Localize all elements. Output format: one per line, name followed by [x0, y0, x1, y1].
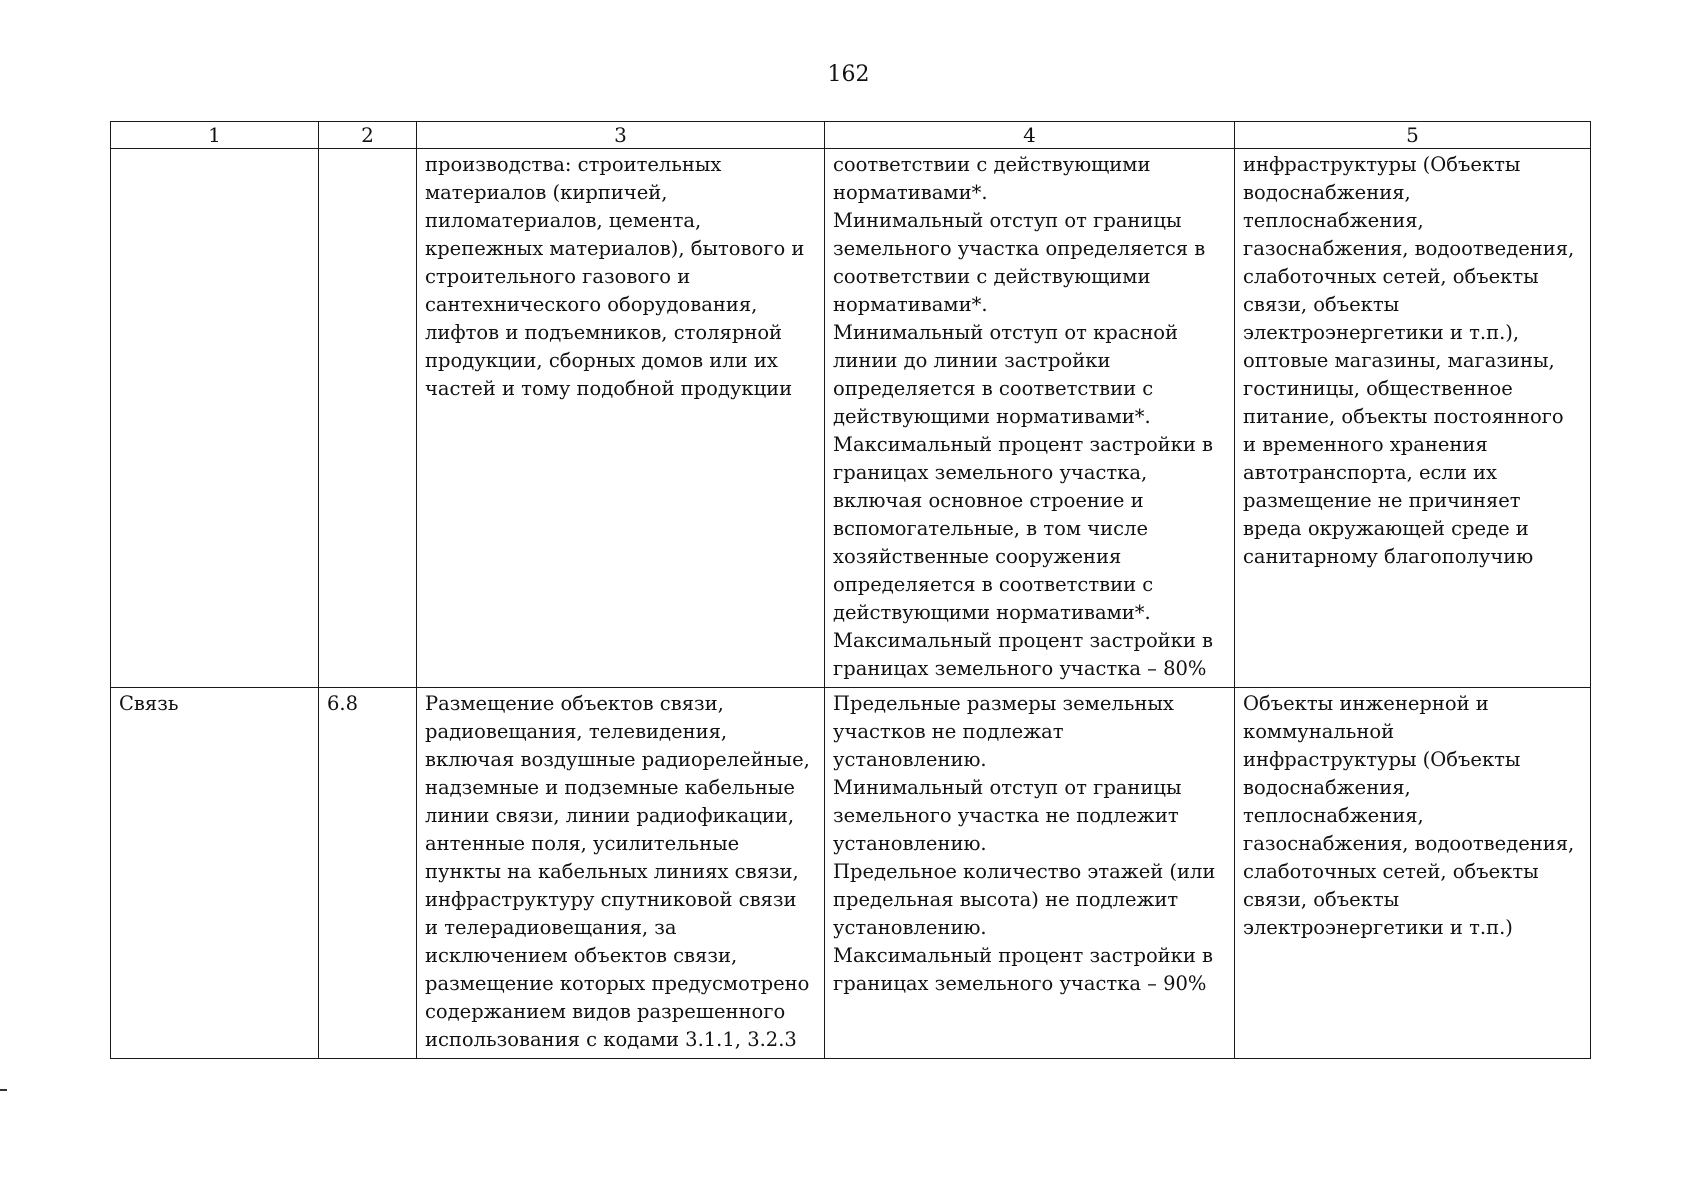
cell-text-line: электроэнергетики и т.п.),	[1243, 321, 1520, 344]
cell-text-line: оптовые магазины, магазины,	[1243, 349, 1555, 372]
zoning-table	[110, 121, 1591, 1059]
cell-text-line: пиломатериалов, цемента,	[425, 209, 702, 232]
cell-text-line: лифтов и подъемников, столярной	[425, 321, 783, 344]
cell-text-line: водоснабжения,	[1243, 181, 1411, 204]
column-header-2: 2	[319, 122, 417, 149]
cell-text-line: гостиницы, общественное	[1243, 377, 1513, 400]
cell-text-line: инфраструктуры (Объекты	[1243, 748, 1521, 771]
table-cell-col-2	[319, 688, 417, 1059]
cell-text-line: соответствии с действующими	[833, 265, 1151, 288]
cell-text-line: границах земельного участка – 90%	[833, 972, 1207, 995]
cell-text-line: коммунальной	[1243, 720, 1395, 743]
table-row	[111, 149, 1591, 688]
cell-text-line: границах земельного участка – 80%	[833, 657, 1207, 680]
cell-text-line: установлению.	[833, 916, 987, 939]
cell-text-line: продукции, сборных домов или их	[425, 349, 778, 372]
cell-text-line: антенные поля, усилительные	[425, 832, 740, 855]
cell-text-line: размещение не причиняет	[1243, 489, 1521, 512]
table-cell-col-2	[319, 149, 417, 688]
cell-text-line: частей и тому подобной продукции	[425, 377, 793, 400]
cell-text-line: установлению.	[833, 832, 987, 855]
cell-text-line: определяется в соответствии с	[833, 573, 1154, 596]
cell-text-line: сантехнического оборудования,	[425, 293, 758, 316]
cell-text-line: связи, объекты	[1243, 293, 1400, 316]
cell-text-line: границах земельного участка,	[833, 461, 1148, 484]
cell-text-line: Минимальный отступ от красной	[833, 321, 1179, 344]
cell-text-line: участков не подлежат	[833, 720, 1064, 743]
cell-text-line: и временного хранения	[1243, 433, 1488, 456]
cell-text-line: действующими нормативами*.	[833, 405, 1151, 428]
cell-text-line: Предельные размеры земельных	[833, 692, 1174, 715]
table-header-row	[111, 122, 1591, 149]
cell-text-line: вспомогательные, в том числе	[833, 517, 1148, 540]
column-header-1: 1	[111, 122, 319, 149]
cell-text-line: строительного газового и	[425, 265, 691, 288]
cell-text-line: Объекты инженерной и	[1243, 692, 1489, 715]
table-cell-col-5	[1235, 688, 1591, 1059]
cell-text-line: санитарному благополучию	[1243, 545, 1534, 568]
cell-text-line: земельного участка определяется в	[833, 237, 1206, 260]
cell-text-line: вреда окружающей среде и	[1243, 517, 1529, 540]
page-number: 162	[827, 62, 870, 87]
cell-text-line: действующими нормативами*.	[833, 601, 1151, 624]
cell-text-line: питание, объекты постоянного	[1243, 405, 1564, 428]
cell-text-line: электроэнергетики и т.п.)	[1243, 916, 1513, 939]
table-cell-col-1	[111, 149, 319, 688]
cell-text-line: линии до линии застройки	[833, 349, 1111, 372]
cell-text-line: водоснабжения,	[1243, 776, 1411, 799]
table-row	[111, 688, 1591, 1059]
cell-text: 6.8	[327, 692, 359, 715]
cell-text-line: слаботочных сетей, объекты	[1243, 860, 1539, 883]
cell-text-line: включая воздушные радиорелейные,	[425, 748, 810, 771]
cell-text-line: газоснабжения, водоотведения,	[1243, 832, 1575, 855]
cell-text-line: включая основное строение и	[833, 489, 1144, 512]
cell-text-line: соответствии с действующими	[833, 153, 1151, 176]
cell-text-line: предельная высота) не подлежит	[833, 888, 1179, 911]
cell-text-line: производства: строительных	[425, 153, 722, 176]
table-cell-col-1	[111, 688, 319, 1059]
cell-text-line: автотранспорта, если их	[1243, 461, 1498, 484]
table-cell-col-3	[417, 149, 825, 688]
cell-text-line: установлению.	[833, 748, 987, 771]
cell-text-line: линии связи, линии радиофикации,	[425, 804, 795, 827]
cell-text-line: использования с кодами 3.1.1, 3.2.3	[425, 1028, 797, 1051]
cell-text-line: содержанием видов разрешенного	[425, 1000, 786, 1023]
cell-text-line: радиовещания, телевидения,	[425, 720, 728, 743]
cell-text-line: Максимальный процент застройки в	[833, 944, 1214, 967]
cell-text-line: крепежных материалов), бытового и	[425, 237, 805, 260]
column-header-5: 5	[1235, 122, 1591, 149]
cell-text-line: теплоснабжения,	[1243, 209, 1424, 232]
cell-text-line: надземные и подземные кабельные	[425, 776, 795, 799]
cell-text-line: газоснабжения, водоотведения,	[1243, 237, 1575, 260]
cell-text-line: хозяйственные сооружения	[833, 545, 1122, 568]
cell-text-line: Максимальный процент застройки в	[833, 629, 1214, 652]
column-header-3: 3	[417, 122, 825, 149]
table-cell-col-4	[825, 688, 1235, 1059]
table-cell-col-4	[825, 149, 1235, 688]
cell-text-line: пункты на кабельных линиях связи,	[425, 860, 799, 883]
cell-text-line: инфраструктуру спутниковой связи	[425, 888, 797, 911]
margin-mark	[0, 1089, 7, 1091]
cell-text-line: слаботочных сетей, объекты	[1243, 265, 1539, 288]
cell-text-line: Предельное количество этажей (или	[833, 860, 1216, 883]
table-cell-col-5	[1235, 149, 1591, 688]
cell-text-line: Минимальный отступ от границы	[833, 776, 1182, 799]
column-header-4: 4	[825, 122, 1235, 149]
cell-text-line: Минимальный отступ от границы	[833, 209, 1182, 232]
cell-text-line: размещение которых предусмотрено	[425, 972, 810, 995]
cell-text-line: нормативами*.	[833, 293, 988, 316]
table-cell-col-3	[417, 688, 825, 1059]
cell-text-line: связи, объекты	[1243, 888, 1400, 911]
cell-text-line: Максимальный процент застройки в	[833, 433, 1214, 456]
cell-text-line: определяется в соответствии с	[833, 377, 1154, 400]
cell-text-line: Размещение объектов связи,	[425, 692, 724, 715]
cell-text-line: инфраструктуры (Объекты	[1243, 153, 1521, 176]
cell-text-line: и телерадиовещания, за	[425, 916, 677, 939]
cell-text-line: нормативами*.	[833, 181, 988, 204]
cell-text: Связь	[119, 692, 179, 715]
cell-text-line: теплоснабжения,	[1243, 804, 1424, 827]
cell-text-line: земельного участка не подлежит	[833, 804, 1179, 827]
cell-text-line: материалов (кирпичей,	[425, 181, 668, 204]
cell-text-line: исключением объектов связи,	[425, 944, 738, 967]
